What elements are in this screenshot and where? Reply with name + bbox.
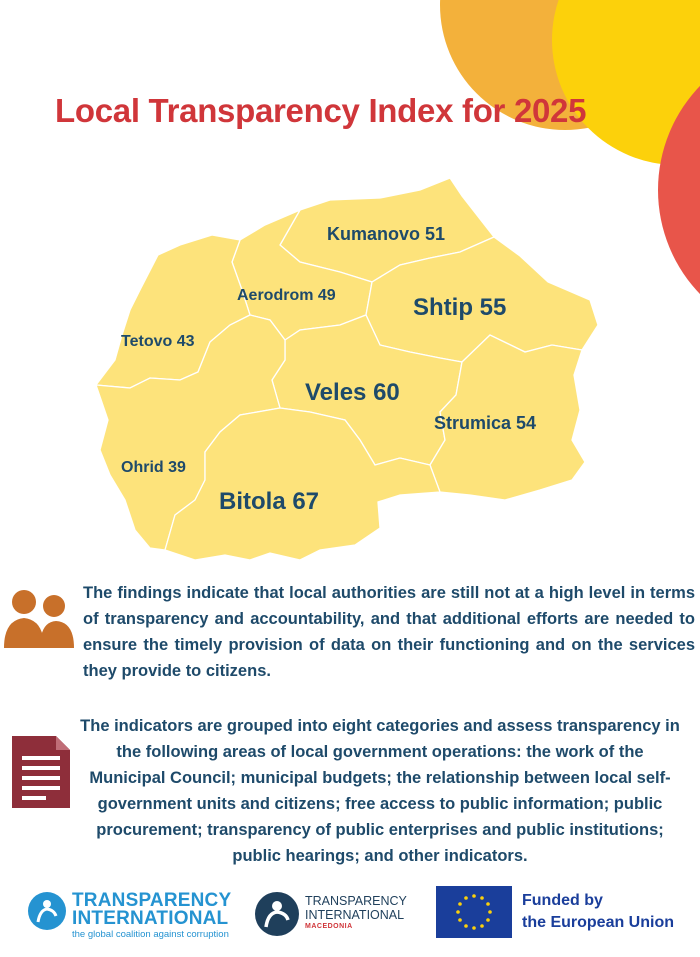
ti-globe-icon bbox=[28, 892, 66, 930]
page-title: Local Transparency Index for 2025 bbox=[55, 92, 587, 129]
document-icon bbox=[12, 736, 70, 808]
label-aerodrom: Aerodrom 49 bbox=[237, 287, 336, 304]
tim-logo-line1: TRANSPARENCY bbox=[305, 894, 407, 908]
ti-logo-line2: INTERNATIONAL bbox=[72, 908, 229, 929]
label-ohrid: Ohrid 39 bbox=[121, 459, 186, 476]
people-icon bbox=[2, 586, 76, 652]
findings-paragraph: The findings indicate that local authorities are still not at a high level in terms of transparency and accountability, and that additional efforts are needed to ensure the timely provision of data on their functioning and on the services they provide to citizens. bbox=[83, 584, 695, 680]
eu-funded-line2: the European Union bbox=[522, 914, 674, 931]
indicators-paragraph: The indicators are grouped into eight categories and assess transparency in the following areas of local government operations: the work of the Municipal Council; municipal budgets; the relationship between local self-government units and citizens; free access to public information; public procurement; transparency of public enterprises and public institutions; public hearings; and other indicators. bbox=[80, 717, 680, 865]
transparency-international-logo bbox=[28, 888, 243, 943]
label-veles: Veles 60 bbox=[305, 379, 400, 406]
eu-funded-line1: Funded by bbox=[522, 892, 603, 909]
label-shtip: Shtip 55 bbox=[413, 294, 507, 321]
ti-logo-tagline: the global coalition against corruption bbox=[72, 929, 229, 940]
transparency-international-macedonia-logo bbox=[255, 890, 415, 940]
label-bitola: Bitola 67 bbox=[219, 488, 320, 515]
label-strumica: Strumica 54 bbox=[434, 413, 537, 433]
tim-logo-line2: INTERNATIONAL bbox=[305, 908, 405, 922]
tim-logo-line3: MACEDONIA bbox=[305, 923, 353, 930]
label-kumanovo: Kumanovo 51 bbox=[327, 224, 446, 244]
ti-logo-line1: TRANSPARENCY bbox=[72, 890, 232, 911]
label-tetovo: Tetovo 43 bbox=[121, 333, 195, 350]
eu-flag-icon bbox=[436, 886, 512, 938]
tim-globe-icon bbox=[255, 892, 299, 936]
